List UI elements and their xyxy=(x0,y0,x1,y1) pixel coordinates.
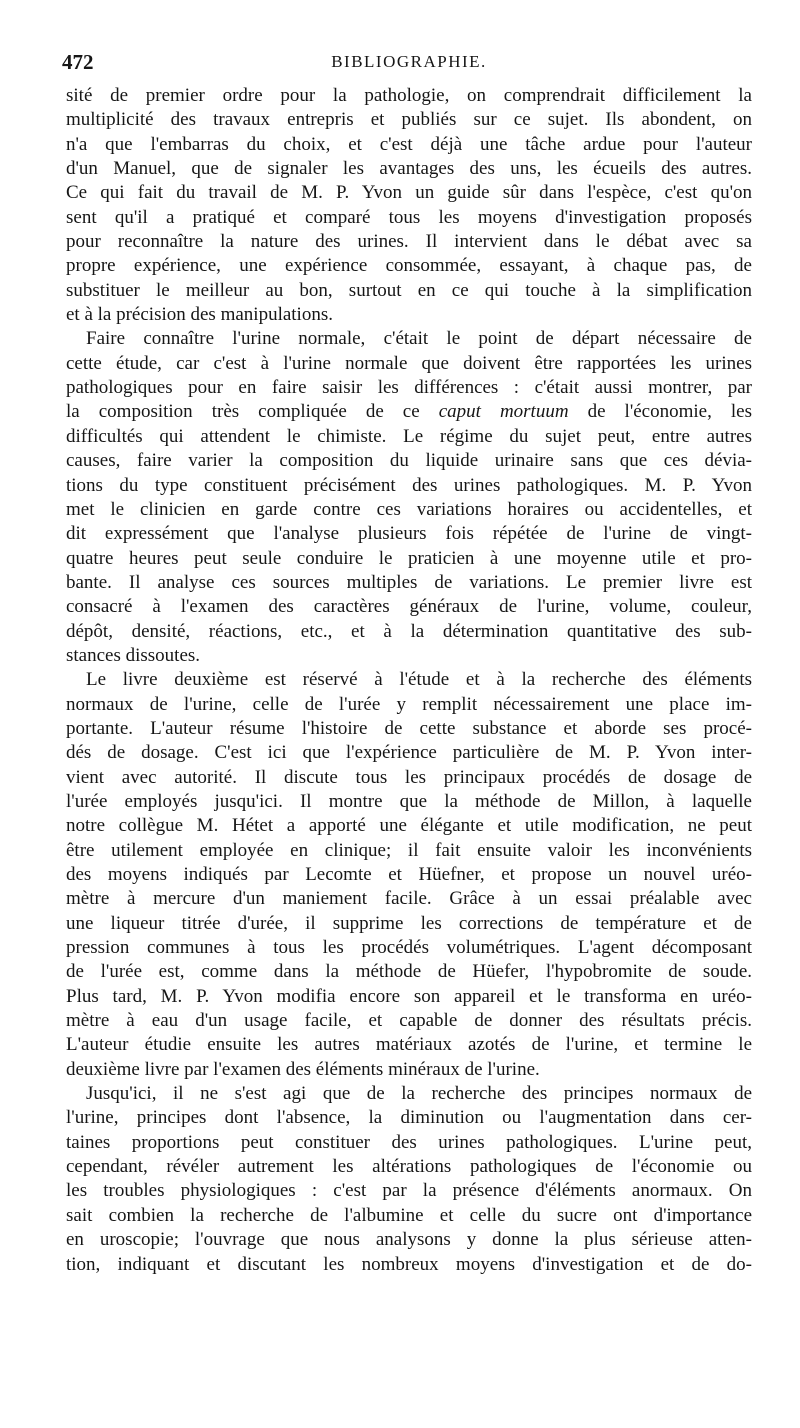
text-line: d'un Manuel, que de signaler les avantages des uns, les écueils des autres. xyxy=(66,158,752,180)
text-line: deuxième livre par l'examen des éléments minéraux de l'urine. xyxy=(66,1058,540,1080)
text-line: et à la précision des manipulations. xyxy=(66,304,333,326)
text-line: sité de premier ordre pour la pathologie, on comprendrait difficilement la xyxy=(66,85,752,106)
body-text xyxy=(66,84,752,1277)
text-line: substituer le meilleur au bon, surtout en ce qui touche à la simplification xyxy=(66,279,752,301)
text-line: cependant, révéler autrement les altérations pathologiques de l'économie ou xyxy=(66,1156,752,1178)
text-line: propre expérience, une expérience consommée, essayant, à chaque pas, de xyxy=(66,255,752,277)
running-title: BIBLIOGRAPHIE. xyxy=(331,52,487,71)
text-line: mètre à eau d'un usage facile, et capable de donner des résultats précis. xyxy=(66,1010,752,1032)
text-line: cette étude, car c'est à l'urine normale que doivent être rapportées les urines xyxy=(66,352,752,374)
text-line: Ce qui fait du travail de M. P. Yvon un guide sûr dans l'espèce, c'est qu'on xyxy=(66,182,752,204)
italic-phrase: caput mortuum xyxy=(438,401,569,423)
text-line: Plus tard, M. P. Yvon modifia encore son appareil et le transforma en uréo- xyxy=(66,985,752,1007)
book-page xyxy=(62,50,752,1277)
text-line: multiplicité des travaux entrepris et publiés sur ce sujet. Ils abondent, on xyxy=(66,109,752,131)
text-line: être utilement employée en clinique; il fait ensuite valoir les inconvénients xyxy=(66,839,752,861)
text-line: normaux de l'urine, celle de l'urée y remplit nécessairement une place im- xyxy=(66,693,752,715)
text-line: mètre à mercure d'un maniement facile. Grâce à un essai préalable avec xyxy=(66,888,752,910)
text-line: stances dissoutes. xyxy=(66,644,201,666)
text-line: dés de dosage. C'est ici que l'expérience particulière de M. P. Yvon inter- xyxy=(66,742,752,764)
text-line: pour reconnaître la nature des urines. Il intervient dans le débat avec sa xyxy=(66,231,752,253)
text-line: pression communes à tous les procédés volumétriques. L'agent décomposant xyxy=(66,937,752,959)
text-line: l'urine, principes dont l'absence, la diminution ou l'augmentation dans cer- xyxy=(66,1107,752,1129)
text-line: met le clinicien en garde contre ces variations horaires ou accidentelles, et xyxy=(66,498,752,520)
text-line: sent qu'il a pratiqué et comparé tous les moyens d'investigation proposés xyxy=(66,206,752,228)
text-line: taines proportions peut constituer des urines pathologiques. L'urine peut, xyxy=(66,1131,752,1153)
text-line: les troubles physiologiques : c'est par la présence d'éléments anormaux. On xyxy=(66,1180,752,1202)
text-line: sait combien la recherche de l'albumine et celle du sucre ont d'importance xyxy=(66,1204,752,1226)
text-line: la composition très compliquée de ce caput mortuum de l'économie, les xyxy=(66,401,752,423)
text-line: tion, indiquant et discutant les nombreux moyens d'investigation et de do- xyxy=(66,1253,752,1275)
text-line: n'a que l'embarras du choix, et c'est déjà une tâche ardue pour l'auteur xyxy=(66,133,752,155)
text-line: notre collègue M. Hétet a apporté une élégante et utile modification, ne peut xyxy=(66,815,752,837)
text-line: Le livre deuxième est réservé à l'étude et à la recherche des éléments xyxy=(86,669,752,691)
text-line: quatre heures peut seule conduire le praticien à une moyenne utile et pro- xyxy=(66,547,752,569)
text-line: L'auteur étudie ensuite les autres matériaux azotés de l'urine, et termine le xyxy=(66,1034,752,1056)
text-line: pathologiques pour en faire saisir les différences : c'était aussi montrer, par xyxy=(66,377,752,399)
text-line: tions du type constituent précisément des urines pathologiques. M. P. Yvon xyxy=(66,474,752,496)
page-number: 472 xyxy=(62,50,94,74)
text-line: en uroscopie; l'ouvrage que nous analysons y donne la plus sérieuse atten- xyxy=(66,1229,752,1251)
text-line: une liqueur titrée d'urée, il supprime les corrections de température et de xyxy=(66,912,752,934)
text-line: Faire connaître l'urine normale, c'était le point de départ nécessaire de xyxy=(86,328,752,350)
text-line: l'urée employés jusqu'ici. Il montre que la méthode de Millon, à laquelle xyxy=(66,790,752,812)
text-line: des moyens indiqués par Lecomte et Hüefner, et propose un nouvel uréo- xyxy=(66,864,752,885)
text-line: difficultés qui attendent le chimiste. Le régime du sujet peut, entre autres xyxy=(66,425,752,447)
text-line: dépôt, densité, réactions, etc., et à la détermination quantitative des sub- xyxy=(66,620,752,642)
text-line: bante. Il analyse ces sources multiples de variations. Le premier livre est xyxy=(66,571,752,593)
text-line: de l'urée est, comme dans la méthode de Hüefer, l'hypobromite de soude. xyxy=(66,961,752,983)
text-line: portante. L'auteur résume l'histoire de cette substance et aborde ses procé- xyxy=(66,717,752,739)
text-line: vient avec autorité. Il discute tous les principaux procédés de dosage de xyxy=(66,766,752,788)
text-line: dit expressément que l'analyse plusieurs fois répétée de l'urine de vingt- xyxy=(66,523,752,545)
text-line: Jusqu'ici, il ne s'est agi que de la recherche des principes normaux de xyxy=(86,1083,752,1105)
text-line: causes, faire varier la composition du liquide urinaire sans que ces dévia- xyxy=(66,450,752,472)
page-header xyxy=(62,50,752,84)
text-line: consacré à l'examen des caractères généraux de l'urine, volume, couleur, xyxy=(66,596,752,618)
